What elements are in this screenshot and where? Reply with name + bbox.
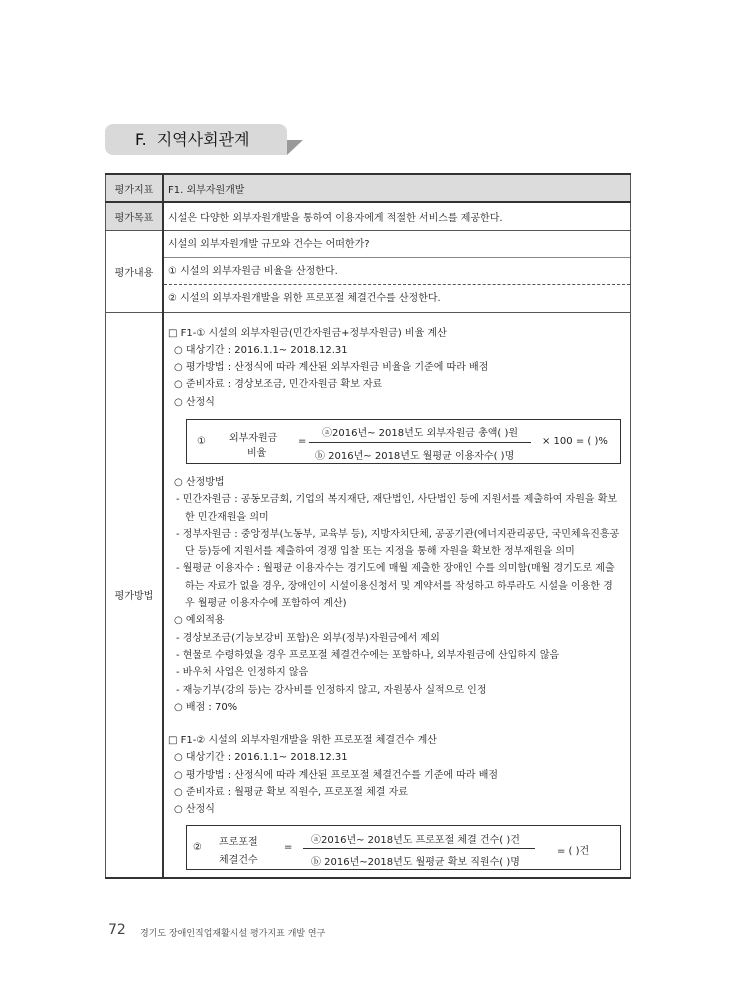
method-b-item: ○ 산정식 xyxy=(174,804,215,816)
calc-line: 하는 자료가 없을 경우, 장애인이 시설이용신청서 및 계약서를 작성하고 하루라도 시설을 이용한 경 xyxy=(185,580,613,592)
page-number: 72 xyxy=(108,922,126,938)
method-b-title: □ F1-② 시설의 외부자원개발을 위한 프로포절 체결건수 계산 xyxy=(168,735,437,747)
section-heading xyxy=(105,124,287,155)
indicator-value: F1. 외부자원개발 xyxy=(163,174,631,202)
method-label: 평가방법 xyxy=(106,312,164,878)
content-cell xyxy=(163,230,631,312)
method-b-item: ○ 준비자료 : 월평균 확보 직원수, 프로포절 체결 자료 xyxy=(174,787,408,799)
formula-denominator: ⓑ 2016년~ 2018년도 월평균 이용자수( )명 xyxy=(315,450,515,462)
formula-number: ① xyxy=(197,435,206,447)
calc-line: 단 등)등에 지원서를 제출하여 경쟁 입찰 또는 지정을 통해 자원을 확보한 정부재원을 의미 xyxy=(185,546,575,558)
content-row: 시설의 외부자원개발 규모와 건수는 어떠한가? xyxy=(164,231,630,258)
goal-label: 평가목표 xyxy=(106,202,164,230)
method-cell xyxy=(163,312,631,878)
formula-lhs-top: 프로포절 xyxy=(219,836,258,848)
formula-equals: = xyxy=(284,841,293,853)
formula-box-1 xyxy=(186,419,621,464)
exception-line: - 재능기부(강의 등)는 강사비를 인정하지 않고, 자원봉사 실적으로 인정 xyxy=(176,684,487,696)
formula-numerator: ⓐ2016년~ 2018년도 외부자원금 총액( )원 xyxy=(322,427,519,439)
exception-title: ○ 예외적용 xyxy=(174,615,225,627)
section-letter: F. xyxy=(135,130,147,149)
footer-text: 경기도 장애인직업재활시설 평가지표 개발 연구 xyxy=(140,929,326,939)
formula-box-2 xyxy=(186,825,621,870)
formula-numerator: ⓐ2016년~ 2018년도 프로포절 체결 건수( )건 xyxy=(311,834,520,846)
calc-line: 한 민간재원을 의미 xyxy=(185,511,269,523)
formula-denominator: ⓑ 2016년~2018년도 월평균 확보 직원수( )명 xyxy=(311,856,520,868)
fraction-bar xyxy=(303,848,535,849)
method-a-item: ○ 산정식 xyxy=(174,396,215,408)
method-b-item: ○ 대상기간 : 2016.1.1~ 2018.12.31 xyxy=(174,752,348,764)
formula-equals: = xyxy=(298,435,307,447)
method-a-item: ○ 평가방법 : 산정식에 따라 계산된 외부자원금 비율을 기준에 따라 배점 xyxy=(174,362,489,374)
calc-line: - 정부자원금 : 중앙정부(노동부, 교육부 등), 지방자치단체, 공공기관(에너지관리공단, 국민체육진흥공 xyxy=(176,528,620,540)
exception-line: - 현물로 수령하였을 경우 프로포절 체결건수에는 포함하나, 외부자원금에 산입하지 않음 xyxy=(176,649,560,661)
section-title: 지역사회관계 xyxy=(156,130,250,149)
method-b-item: ○ 평가방법 : 산정식에 따라 계산된 프로포절 체결건수를 기준에 따라 배점 xyxy=(174,769,499,781)
fraction-bar xyxy=(309,442,531,443)
formula-lhs-bottom: 비율 xyxy=(247,447,267,459)
method-a-item: ○ 준비자료 : 경상보조금, 민간자원금 확보 자료 xyxy=(174,379,383,391)
section-tab-tail xyxy=(287,140,303,155)
content-row: ② 시설의 외부자원개발을 위한 프로포절 체결건수를 산정한다. xyxy=(168,292,441,304)
calc-line: - 월평균 이용자수 : 월평균 이용자수는 경기도에 매월 제출한 장애인 수를 의미함(매월 경기도로 제출 xyxy=(176,563,615,575)
formula-lhs-top: 외부자원금 xyxy=(229,432,278,444)
formula-lhs-bottom: 체결건수 xyxy=(219,854,258,866)
calc-title: ○ 산정방법 xyxy=(174,476,225,488)
calc-line: 우 월평균 이용자수에 포함하여 계산) xyxy=(185,598,347,610)
formula-tail: = ( )건 xyxy=(557,845,590,857)
content-label: 평가내용 xyxy=(106,230,164,312)
score-line: ○ 배점 : 70% xyxy=(174,701,238,713)
method-a-item: ○ 대상기간 : 2016.1.1~ 2018.12.31 xyxy=(174,344,348,356)
content-row: ① 시설의 외부자원금 비율을 산정한다. xyxy=(164,258,630,285)
exception-line: - 경상보조금(기능보강비 포함)은 외부(정부)자원금에서 제외 xyxy=(176,632,440,644)
evaluation-table xyxy=(105,173,631,879)
calc-line: - 민간자원금 : 공동모금회, 기업의 복지재단, 재단법인, 사단법인 등에 지원서를 제출하여 자원을 확보 xyxy=(176,494,618,506)
formula-tail: × 100 = ( )% xyxy=(542,435,608,447)
formula-number: ② xyxy=(193,841,202,853)
exception-line: - 바우처 사업은 인정하지 않음 xyxy=(176,667,309,679)
method-a-title: □ F1-① 시설의 외부자원금(민간자원금+정부자원금) 비율 계산 xyxy=(168,327,447,339)
indicator-label: 평가지표 xyxy=(106,174,164,202)
goal-value: 시설은 다양한 외부자원개발을 통하여 이용자에게 적절한 서비스를 제공한다. xyxy=(163,202,631,230)
